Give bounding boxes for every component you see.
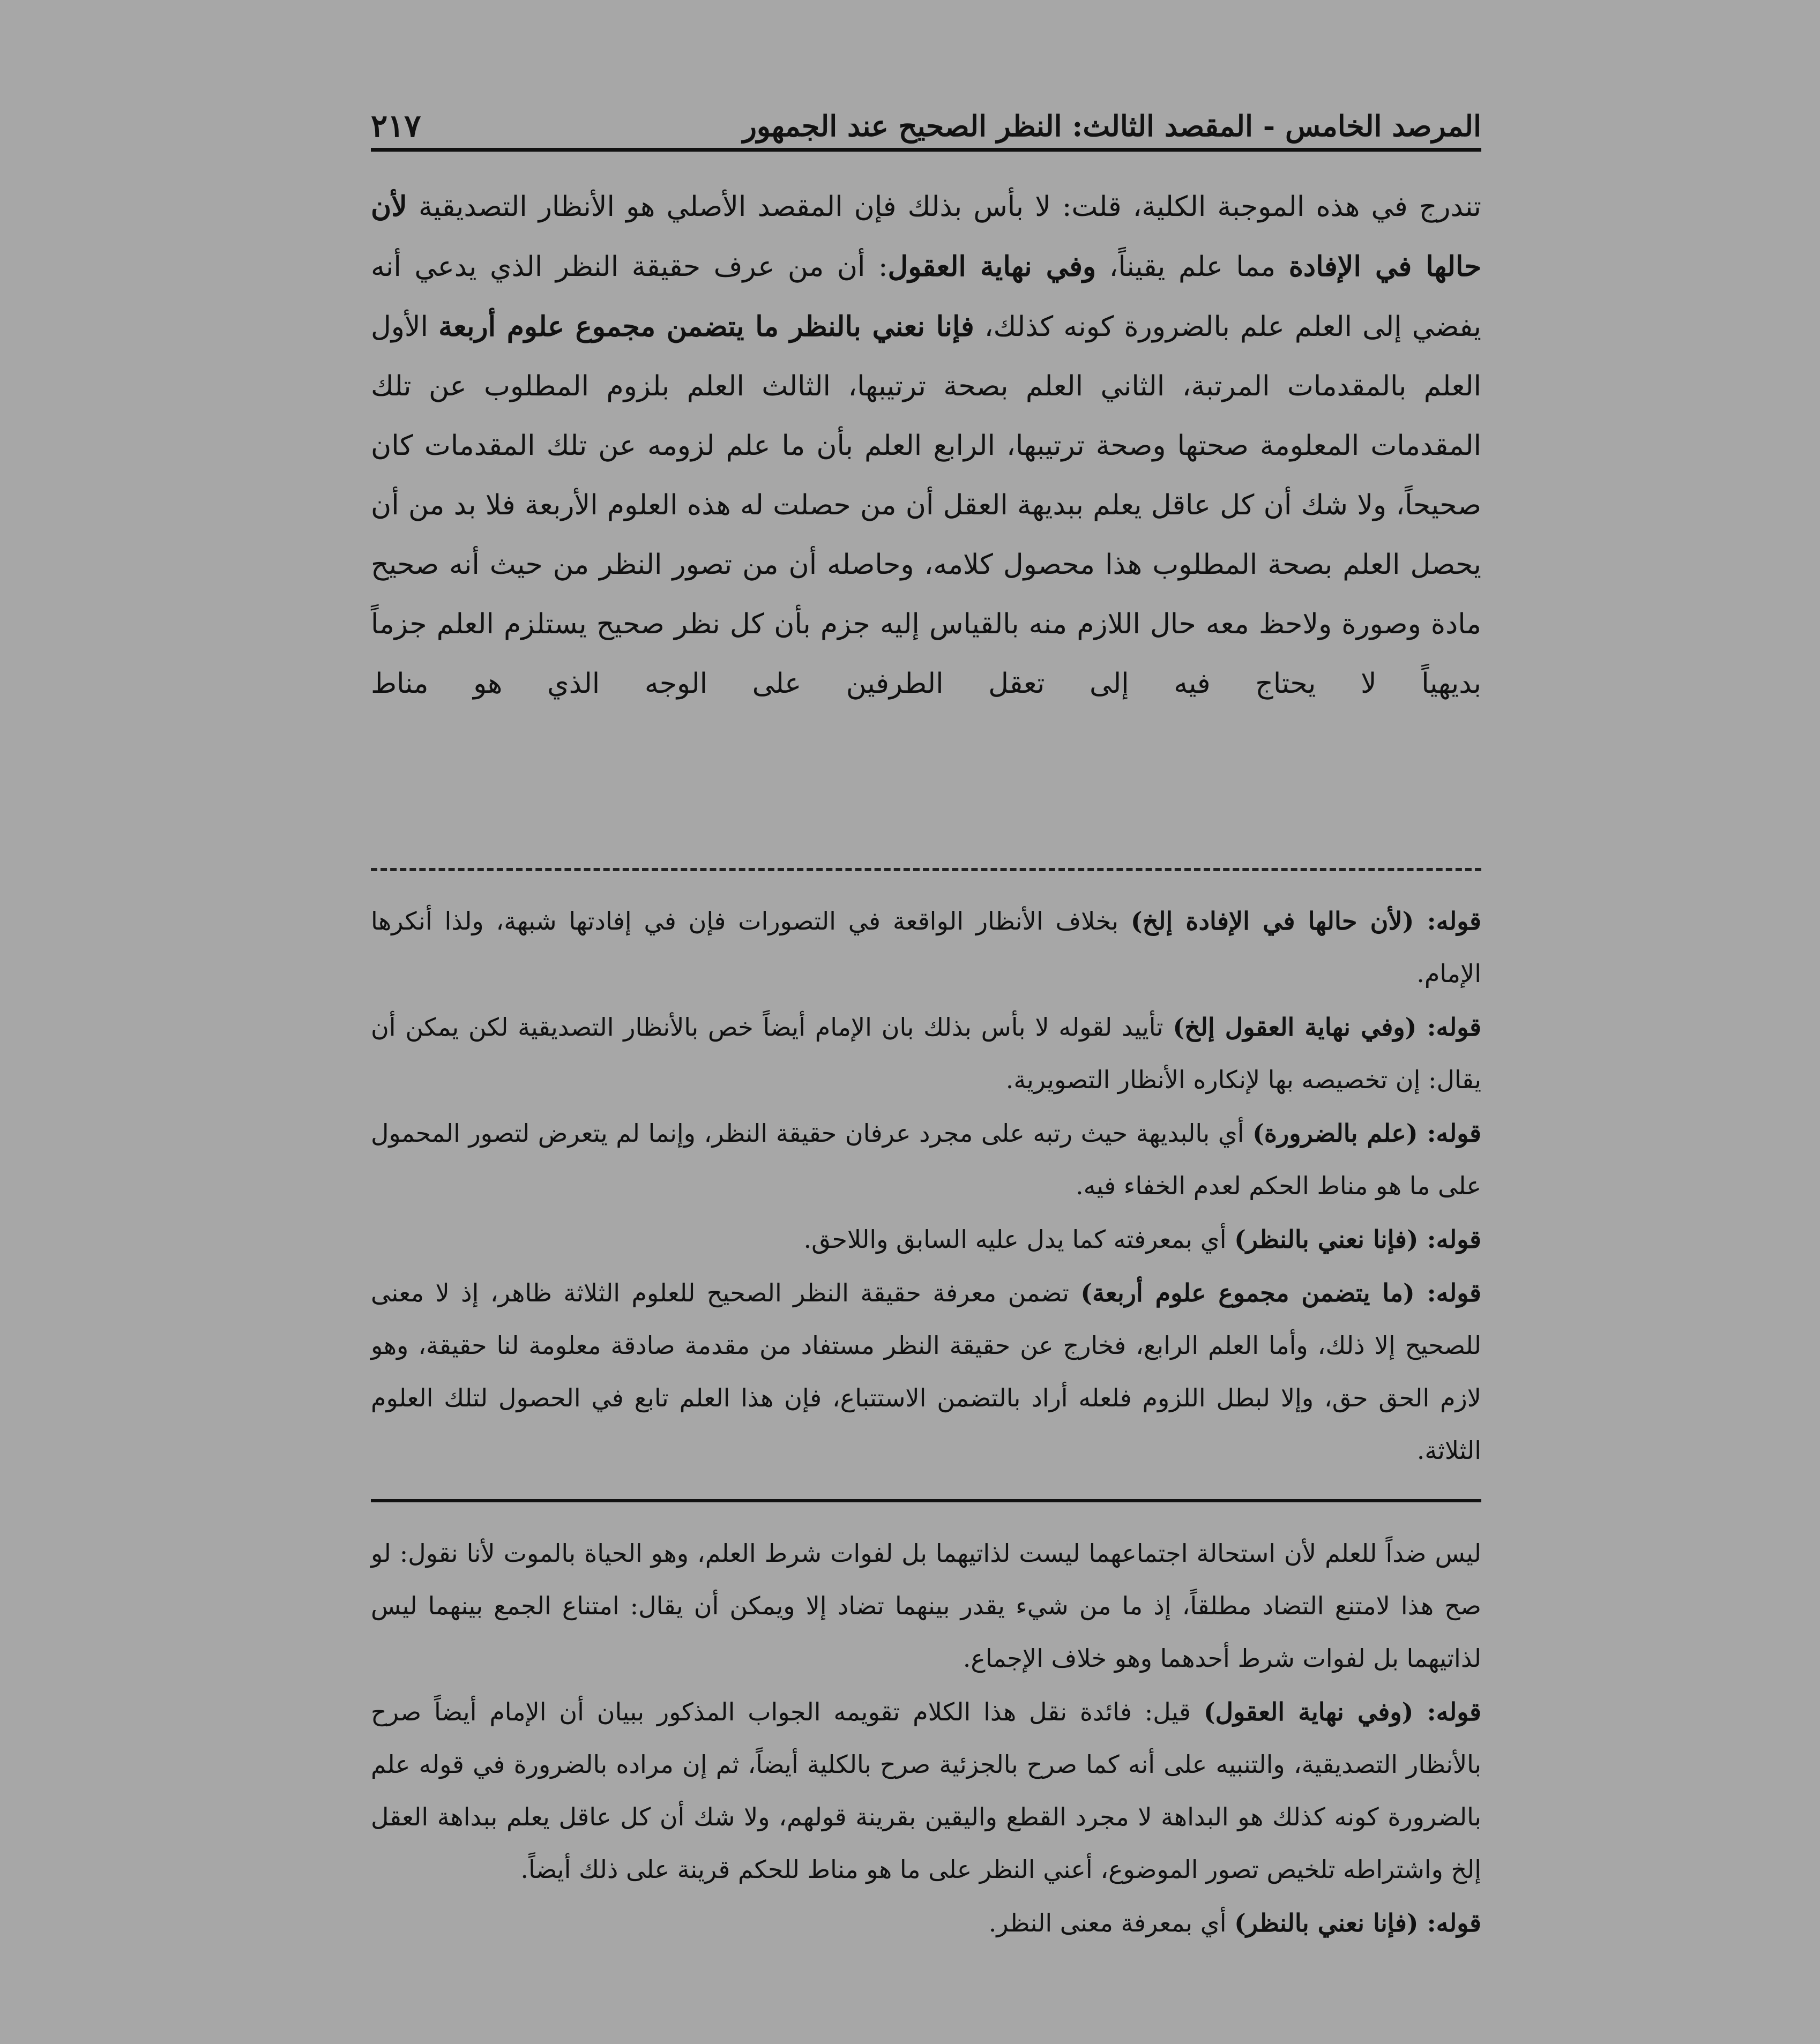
- note-item: قوله: (ما يتضمن مجموع علوم أربعة) تضمن معرفة حقيقة النظر الصحيح للعلوم الثلاثة ظاهر، إذ لا معنى للصحيح إلا ذلك، وأما العلم الرابع، فخارج عن حقيقة النظر مستفاد من مقدمة صادقة معلومة لنا حقيقة، وهو لازم الحق حق، وإلا لبطل اللزوم فلعله أراد بالتضمن الاستتباع، فإن هذا العلم تابع في الحصول لتلك العلوم الثلاثة.: [371, 1278, 1481, 1465]
- note-item: قوله: (وفي نهاية العقول إلخ) تأييد لقوله لا بأس بذلك بان الإمام أيضاً خص بالأنظار التصديقية لكن يمكن أن يقال: إن تخصيصه بها لإنكاره الأنظار التصويرية.: [371, 1013, 1481, 1094]
- second-commentary-paragraph: ليس ضداً للعلم لأن استحالة اجتماعهما ليست لذاتيهما بل لفوات شرط العلم، وهو الحياة بالموت لأنا نقول: لو صح هذا لامتنع التضاد مطلقاً، إذ ما من شيء يقدر بينهما تضاد إلا ويمكن أن يقال: امتناع الجمع بينهما ليس لذاتيهما بل لفوات شرط أحدهما وهو خلاف الإجماع.: [371, 1539, 1481, 1673]
- commentary-divider-solid: [371, 1499, 1481, 1502]
- main-bold-phrase: وفي نهاية العقول: [887, 250, 1097, 283]
- second-commentary-paragraph: قوله: (وفي نهاية العقول) قيل: فائدة نقل هذا الكلام تقويمه الجواب المذكور ببيان أن الإمام أيضاً صرح بالأنظار التصديقية، والتنبيه على أنه كما صرح بالجزئية صرح بالكلية أيضاً، ثم إن مراده بالضرورة في قوله علم بالضرورة كونه كذلك هو البداهة لا مجرد القطع واليقين بقرينة قولهم، ولا شك أن كل عاقل يعلم ببداهة العقل إلخ واشتراطه تلخيص تصور الموضوع، أعني النظر على ما هو مناط للحكم قرينة على ذلك أيضاً.: [371, 1697, 1481, 1884]
- note-lead: قوله: (لأن حالها في الإفادة إلخ): [1130, 907, 1482, 935]
- running-title: المرصد الخامس - المقصد الثالث: النظر الصحيح عند الجمهور: [742, 109, 1481, 143]
- note-lead: قوله: (وفي نهاية العقول): [1203, 1697, 1481, 1726]
- main-bold-phrase: لأن حالها في الإفادة: [371, 190, 1481, 283]
- page-number: ٢١٧: [371, 108, 421, 144]
- second-commentary-paragraph: قوله: (فإنا نعني بالنظر) أي بمعرفة معنى النظر.: [988, 1908, 1481, 1937]
- note-lead: قوله: (ما يتضمن مجموع علوم أربعة): [1080, 1278, 1481, 1307]
- main-paragraph: تندرج في هذه الموجبة الكلية، قلت: لا بأس بذلك فإن المقصد الأصلي هو الأنظار التصديقية لأن حالها في الإفادة مما علم يقيناً، وفي نهاية العقول: أن من عرف حقيقة النظر الذي يدعي أنه يفضي إلى العلم علم بالضرورة كونه كذلك، فإنا نعني بالنظر ما يتضمن مجموع علوم أربعة الأول العلم بالمقدمات المرتبة، الثاني العلم بصحة ترتيبها، الثالث العلم بلزوم المطلوب عن تلك المقدمات المعلومة صحتها وصحة ترتيبها، الرابع العلم بأن ما علم لزومه عن تلك المقدمات كان صحيحاً، ولا شك أن كل عاقل يعلم ببديهة العقل أن من حصلت له هذه العلوم الأربعة فلا بد من أن يحصل العلم بصحة المطلوب هذا محصول كلامه، وحاصله أن من تصور النظر من حيث أنه صحيح مادة وصورة ولاحظ معه حال اللازم منه بالقياس إليه جزم بأن كل نظر صحيح يستلزم العلم جزماً بديهياً لا يحتاج فيه إلى تعقل الطرفين على الوجه الذي هو مناط: [371, 190, 1482, 700]
- commentary-notes: [371, 895, 1481, 1478]
- note-lead: قوله: (وفي نهاية العقول إلخ): [1173, 1013, 1481, 1042]
- note-lead: قوله: (فإنا نعني بالنظر): [1234, 1908, 1481, 1937]
- page-header: [371, 86, 1481, 145]
- second-commentary: [371, 1527, 1481, 1950]
- header-divider: [371, 148, 1481, 152]
- note-lead: قوله: (فإنا نعني بالنظر): [1234, 1225, 1481, 1254]
- book-page: [371, 86, 1481, 2025]
- main-bold-phrase: فإنا نعني بالنظر ما يتضمن مجموع علوم أربعة: [438, 310, 974, 343]
- commentary-divider-dashed: [371, 868, 1481, 871]
- main-text: [371, 177, 1481, 714]
- note-item: قوله: (فإنا نعني بالنظر) أي بمعرفته كما يدل عليه السابق واللاحق.: [803, 1225, 1481, 1254]
- note-item: قوله: (لأن حالها في الإفادة إلخ) بخلاف الأنظار الواقعة في التصورات فإن في إفادتها شبهة، ولذا أنكرها الإمام.: [371, 907, 1482, 988]
- note-lead: قوله: (علم بالضرورة): [1252, 1119, 1481, 1148]
- note-item: قوله: (علم بالضرورة) أي بالبديهة حيث رتبه على مجرد عرفان حقيقة النظر، وإنما لم يتعرض لتصور المحمول على ما هو مناط الحكم لعدم الخفاء فيه.: [371, 1119, 1481, 1200]
